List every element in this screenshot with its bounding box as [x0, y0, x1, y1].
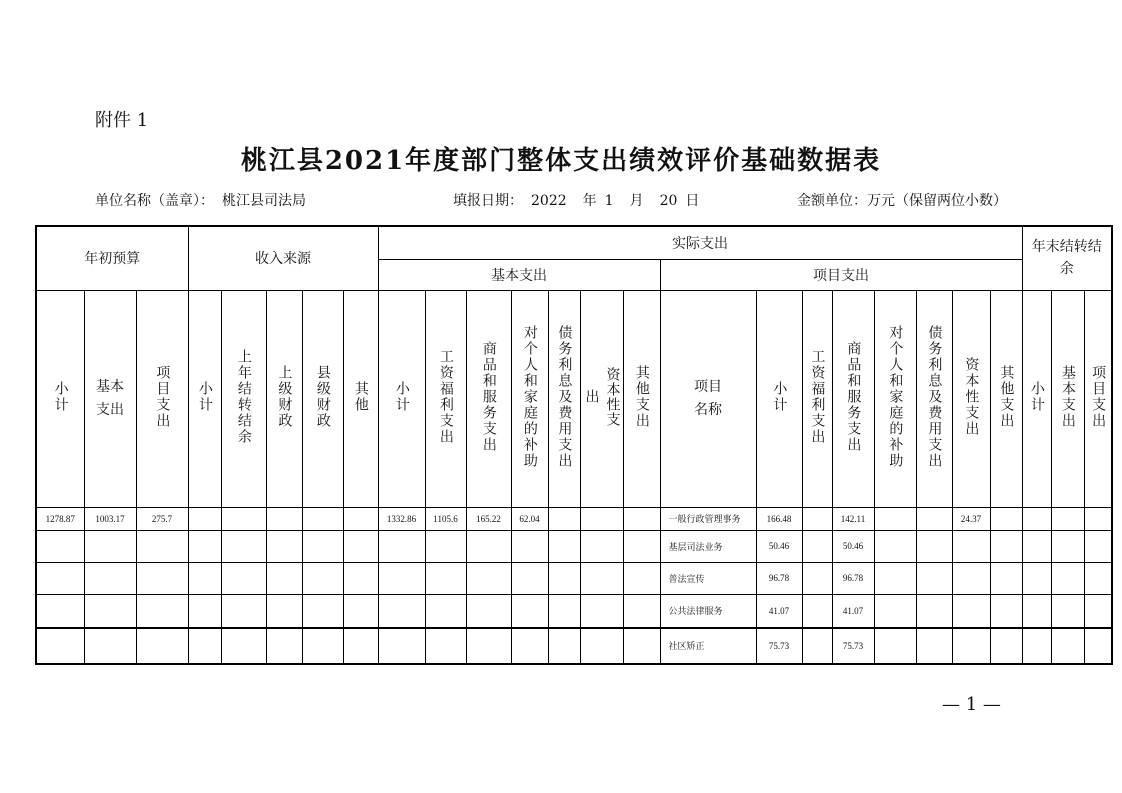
table-cell — [1084, 507, 1112, 530]
project-name-cell: 社区矫正 — [660, 628, 756, 664]
end-project-header — [1084, 290, 1112, 507]
table-cell — [425, 594, 466, 628]
budget-basic-text: 基本支出 — [96, 379, 124, 418]
table-cell — [952, 530, 990, 562]
table-cell — [343, 594, 378, 628]
table-cell — [343, 530, 378, 562]
table-cell: 50.46 — [756, 530, 802, 562]
debt-interest-text: 债务利息及费用支出 — [556, 324, 573, 469]
year-end-balance-text: 年末结转结余 — [1031, 238, 1102, 278]
end-basic-text: 基本支出 — [1059, 364, 1076, 429]
table-cell — [1022, 594, 1051, 628]
table-cell — [266, 530, 302, 562]
table-cell — [916, 594, 952, 628]
table-cell — [1022, 507, 1051, 530]
project-name-header — [660, 290, 756, 507]
project-name-text: 项目名称 — [694, 379, 722, 418]
table-cell: 142.11 — [832, 507, 874, 530]
table-cell — [343, 507, 378, 530]
table-cell — [916, 507, 952, 530]
table-cell — [548, 594, 580, 628]
table-cell — [623, 530, 660, 562]
wages-welfare-header — [425, 290, 466, 507]
income-subtotal-text: 小计 — [196, 380, 213, 413]
table-cell — [952, 562, 990, 594]
table-cell — [425, 562, 466, 594]
table-cell: 96.78 — [756, 562, 802, 594]
end-basic-header — [1051, 290, 1084, 507]
table-cell — [1084, 530, 1112, 562]
table-cell — [221, 562, 266, 594]
table-cell — [1022, 628, 1051, 664]
table-cell: 41.07 — [832, 594, 874, 628]
table-cell: 166.48 — [756, 507, 802, 530]
table-cell: 96.78 — [832, 562, 874, 594]
individuals-households-header — [511, 290, 548, 507]
month-char: 月 — [629, 193, 644, 209]
table-cell — [221, 594, 266, 628]
table-cell — [136, 562, 188, 594]
individuals-households-text: 对个人和家庭的补助 — [521, 324, 538, 469]
income-subtotal-header — [188, 290, 221, 507]
table-cell: 62.04 — [511, 507, 548, 530]
income-other-text: 其他 — [352, 380, 369, 413]
project-name-cell: 一般行政管理事务 — [660, 507, 756, 530]
table-row — [36, 507, 1112, 530]
year-char: 年 — [582, 193, 597, 209]
project-name-cell: 公共法律服务 — [660, 594, 756, 628]
table-row — [36, 530, 1112, 562]
table-cell — [221, 628, 266, 664]
end-subtotal-text: 小计 — [1028, 380, 1045, 413]
table-cell — [874, 562, 916, 594]
table-cell — [990, 530, 1022, 562]
county-finance-text: 县级财政 — [314, 364, 331, 429]
income-other-header — [343, 290, 378, 507]
table-cell — [84, 530, 136, 562]
table-cell: 50.46 — [832, 530, 874, 562]
table-cell — [548, 562, 580, 594]
table-cell — [188, 530, 221, 562]
table-cell — [1051, 628, 1084, 664]
document-title: 桃江县2021年度部门整体支出绩效评价基础数据表 — [240, 146, 882, 176]
table-cell — [266, 594, 302, 628]
project-capital-header — [952, 290, 990, 507]
table-cell — [466, 628, 511, 664]
table-cell — [136, 530, 188, 562]
table-cell — [36, 530, 84, 562]
table-cell — [580, 628, 623, 664]
project-goods-services-header — [832, 290, 874, 507]
fill-date-line — [453, 190, 699, 210]
table-cell — [36, 628, 84, 664]
table-cell — [874, 628, 916, 664]
page-number: — 1 — — [942, 694, 1001, 715]
basic-expense-header: 基本支出 — [378, 259, 660, 290]
table-cell — [188, 628, 221, 664]
table-cell — [1051, 594, 1084, 628]
table-cell: 75.73 — [832, 628, 874, 664]
fill-date-year: 2022 — [531, 193, 567, 209]
year-end-balance-header — [1022, 226, 1112, 290]
table-cell — [1051, 507, 1084, 530]
table-cell — [378, 562, 425, 594]
table-row — [36, 562, 1112, 594]
table-cell — [84, 562, 136, 594]
table-cell — [623, 562, 660, 594]
table-cell: 275.7 — [136, 507, 188, 530]
table-cell: 165.22 — [466, 507, 511, 530]
end-project-text: 项目支出 — [1090, 364, 1107, 429]
table-cell — [1084, 562, 1112, 594]
last-year-carryover-header — [221, 290, 266, 507]
table-cell: 1278.87 — [36, 507, 84, 530]
table-row — [36, 594, 1112, 628]
actual-expense-header: 实际支出 — [378, 226, 1022, 259]
table-cell — [466, 562, 511, 594]
table-cell — [1051, 562, 1084, 594]
table-cell: 1003.17 — [84, 507, 136, 530]
last-year-carryover-text: 上年结转结余 — [235, 348, 252, 445]
other-expense-text: 其他支出 — [633, 364, 650, 429]
table-cell — [84, 628, 136, 664]
table-cell — [511, 628, 548, 664]
goods-services-text: 商品和服务支出 — [480, 340, 497, 453]
table-cell — [580, 594, 623, 628]
table-cell — [623, 628, 660, 664]
superior-finance-header — [266, 290, 302, 507]
day-char: 日 — [685, 193, 700, 209]
table-cell — [580, 507, 623, 530]
table-cell — [874, 507, 916, 530]
project-individuals-header — [874, 290, 916, 507]
table-cell — [343, 562, 378, 594]
table-cell — [221, 530, 266, 562]
unit-name-line — [95, 190, 306, 210]
table-cell — [916, 530, 952, 562]
superior-finance-text: 上级财政 — [276, 364, 293, 429]
table-cell — [266, 507, 302, 530]
table-cell — [990, 628, 1022, 664]
table-cell — [343, 628, 378, 664]
table-cell — [623, 594, 660, 628]
table-cell — [466, 594, 511, 628]
table-cell: 1332.86 — [378, 507, 425, 530]
table-cell — [1084, 628, 1112, 664]
table-cell — [511, 530, 548, 562]
table-cell: 1105.6 — [425, 507, 466, 530]
budget-basic-header — [84, 290, 136, 507]
table-cell: 24.37 — [952, 507, 990, 530]
budget-subtotal-text: 小计 — [52, 380, 69, 413]
table-cell — [548, 628, 580, 664]
table-cell — [378, 530, 425, 562]
table-cell — [36, 562, 84, 594]
table-cell — [378, 628, 425, 664]
project-wages-welfare-text: 工资福利支出 — [809, 348, 826, 445]
performance-data-table — [35, 225, 1113, 665]
table-cell — [511, 562, 548, 594]
table-cell — [136, 628, 188, 664]
money-unit-label: 金额单位：万元（保留两位小数） — [797, 193, 1007, 209]
table-cell — [916, 628, 952, 664]
table-cell — [916, 562, 952, 594]
table-cell — [1022, 562, 1051, 594]
unit-name-label: 单位名称（盖章）： — [95, 193, 214, 209]
table-cell — [874, 530, 916, 562]
table-cell — [580, 530, 623, 562]
project-other-text: 其他支出 — [998, 364, 1015, 429]
project-capital-text: 资本性支出 — [963, 356, 980, 437]
table-cell — [302, 530, 343, 562]
project-wages-welfare-header — [802, 290, 832, 507]
table-cell — [623, 507, 660, 530]
table-cell — [221, 507, 266, 530]
project-other-header — [990, 290, 1022, 507]
table-cell — [188, 594, 221, 628]
wages-welfare-text: 工资福利支出 — [437, 348, 454, 445]
table-cell — [188, 562, 221, 594]
budget-project-text: 项目支出 — [154, 364, 171, 429]
table-cell — [425, 628, 466, 664]
table-cell — [36, 594, 84, 628]
data-table-wrapper — [35, 225, 1113, 665]
project-debt-interest-text: 债务利息及费用支出 — [926, 324, 943, 469]
project-expense-header: 项目支出 — [660, 259, 1022, 290]
project-goods-services-text: 商品和服务支出 — [845, 340, 862, 453]
table-cell — [990, 562, 1022, 594]
end-subtotal-header — [1022, 290, 1051, 507]
table-cell — [302, 594, 343, 628]
table-cell — [466, 530, 511, 562]
initial-budget-header: 年初预算 — [36, 226, 188, 290]
attachment-label: 附件 1 — [95, 110, 149, 131]
table-cell — [266, 628, 302, 664]
table-cell: 75.73 — [756, 628, 802, 664]
debt-interest-header — [548, 290, 580, 507]
basic-subtotal-header — [378, 290, 425, 507]
table-cell — [378, 594, 425, 628]
project-subtotal-header — [756, 290, 802, 507]
table-cell — [188, 507, 221, 530]
other-expense-header — [623, 290, 660, 507]
table-cell — [1084, 594, 1112, 628]
project-debt-interest-header — [916, 290, 952, 507]
table-cell — [548, 530, 580, 562]
project-individuals-text: 对个人和家庭的补助 — [887, 324, 904, 469]
table-cell — [802, 594, 832, 628]
table-row — [36, 628, 1112, 664]
table-cell — [952, 594, 990, 628]
table-cell — [266, 562, 302, 594]
table-cell — [1022, 530, 1051, 562]
table-cell — [802, 628, 832, 664]
table-cell — [302, 562, 343, 594]
fill-date-month: 1 — [604, 193, 614, 209]
project-name-cell: 基层司法业务 — [660, 530, 756, 562]
table-cell — [302, 507, 343, 530]
table-cell — [802, 507, 832, 530]
capital-expense-header — [580, 290, 623, 507]
table-cell — [425, 530, 466, 562]
budget-project-header — [136, 290, 188, 507]
table-cell — [580, 562, 623, 594]
table-cell: 41.07 — [756, 594, 802, 628]
table-cell — [802, 530, 832, 562]
table-cell — [136, 594, 188, 628]
table-cell — [548, 507, 580, 530]
table-cell — [302, 628, 343, 664]
table-cell — [952, 628, 990, 664]
unit-name-value: 桃江县司法局 — [222, 193, 306, 209]
table-cell — [990, 507, 1022, 530]
table-cell — [1051, 530, 1084, 562]
table-cell — [511, 594, 548, 628]
budget-subtotal-header — [36, 290, 84, 507]
table-cell — [990, 594, 1022, 628]
fill-date-label: 填报日期： — [453, 193, 523, 209]
project-name-cell: 普法宣传 — [660, 562, 756, 594]
project-subtotal-text: 小计 — [771, 380, 788, 413]
table-cell — [802, 562, 832, 594]
table-cell — [84, 594, 136, 628]
goods-services-header — [466, 290, 511, 507]
fill-date-day: 20 — [659, 193, 678, 209]
capital-expense-text: 资本性支出 — [583, 366, 621, 427]
county-finance-header — [302, 290, 343, 507]
basic-subtotal-text: 小计 — [393, 380, 410, 413]
income-source-header: 收入来源 — [188, 226, 378, 290]
table-cell — [874, 594, 916, 628]
